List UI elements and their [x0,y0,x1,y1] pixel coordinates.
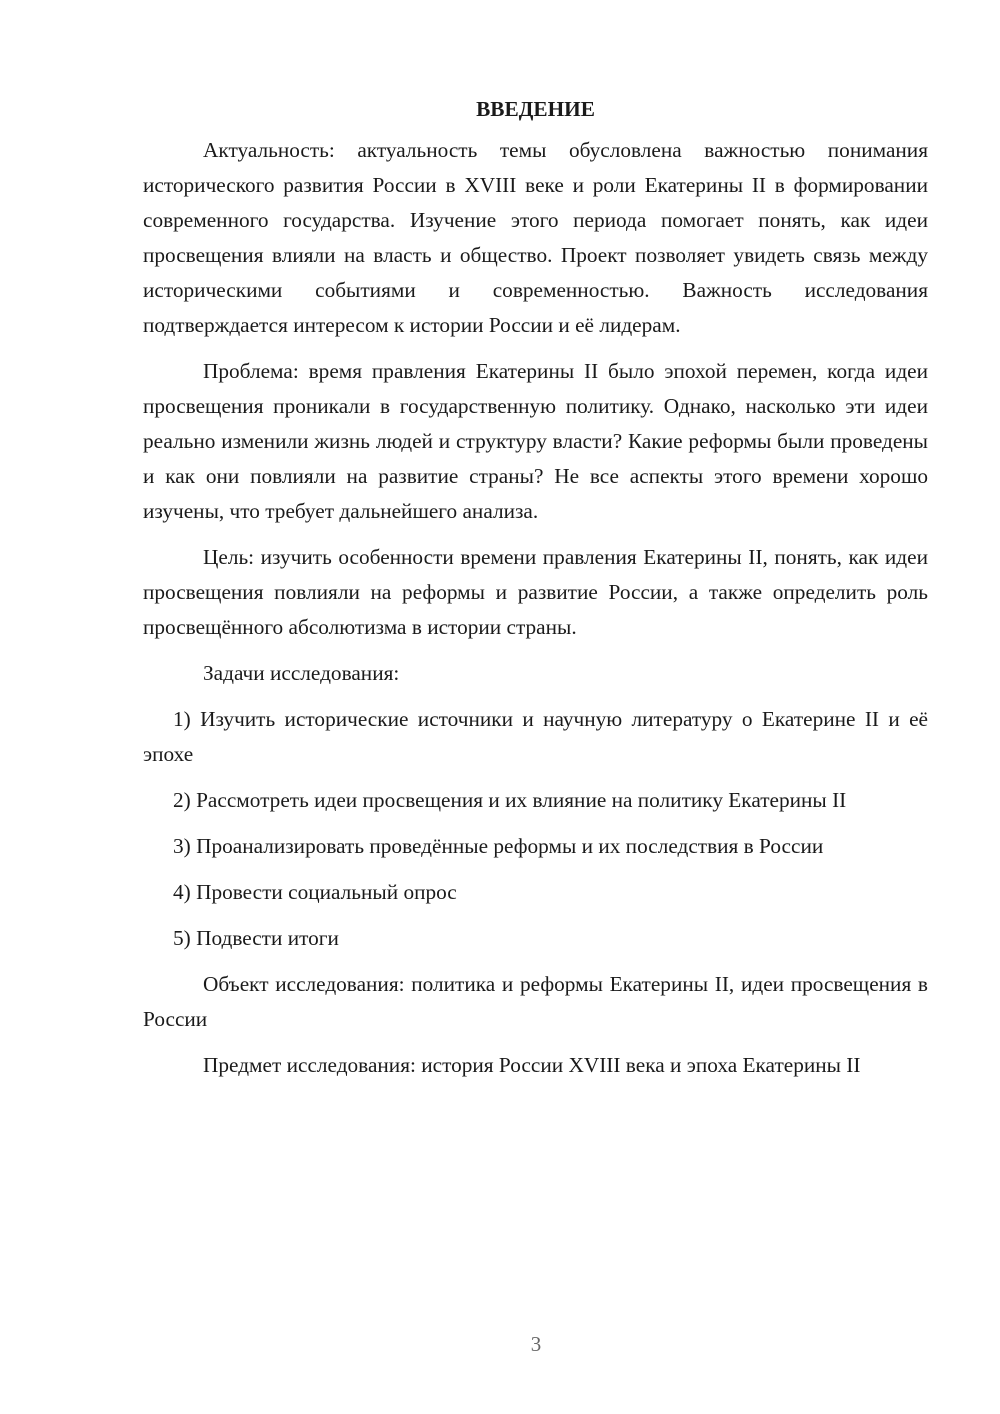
task-item: 3) Проанализировать проведённые реформы и их последствия в России [173,834,824,858]
task-item: 4) Провести социальный опрос [173,880,457,904]
problem-paragraph: Проблема: время правления Екатерины II было эпохой перемен, когда идеи просвещения проникали в государственную политику. Однако, насколько эти идеи реально изменили жизнь людей и структуру власти? Какие реформы были проведены и как они повлияли на развитие страны? Не все аспекты этого времени хорошо изучены, что требует дальнейшего анализа. [143,359,928,523]
document-page [143,92,928,1094]
subject-paragraph: Предмет исследования: история России XVIII века и эпоха Екатерины II [203,1053,861,1077]
page-number: 3 [530,1332,542,1356]
task-item: 1) Изучить исторические источники и научную литературу о Екатерине II и её эпохе [143,707,928,766]
object-paragraph: Объект исследования: политика и реформы Екатерины II, идеи просвещения в России [143,972,928,1031]
relevance-paragraph: Актуальность: актуальность темы обусловлена важностью понимания исторического развития России в XVIII веке и роли Екатерины II в формировании современного государства. Изучение этого периода помогает понять, как идеи просвещения влияли на власть и общество. Проект позволяет увидеть связь между историческими событиями и современностью. Важность исследования подтверждается интересом к истории России и её лидерам. [143,138,928,337]
section-title: ВВЕДЕНИЕ [476,97,595,121]
tasks-heading: Задачи исследования: [203,661,400,685]
goal-paragraph: Цель: изучить особенности времени правления Екатерины II, понять, как идеи просвещения повлияли на реформы и развитие России, а также определить роль просвещённого абсолютизма в истории страны. [143,545,928,639]
task-item: 2) Рассмотреть идеи просвещения и их влияние на политику Екатерины II [173,788,847,812]
task-item: 5) Подвести итоги [173,926,339,950]
